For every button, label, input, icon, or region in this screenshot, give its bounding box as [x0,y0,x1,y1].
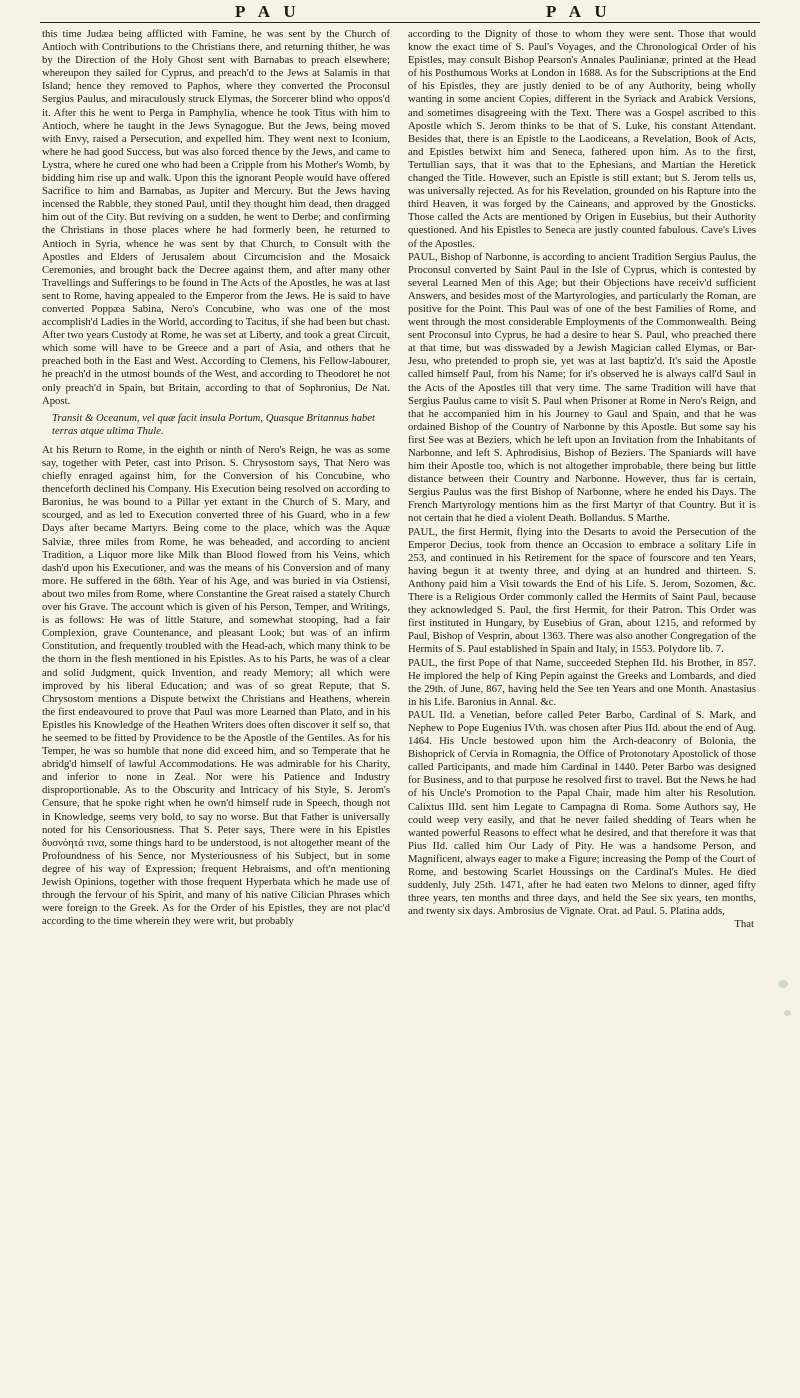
entry-paul-first-pope: PAUL, the first Pope of that Name, succeeded Stephen IId. his Brother, in 857. He implored the help of King Pepin against the Greeks and Lombards, and died the 29th. of June, 867, having held the See ten Years and one Month. Anastasius in his Life. Baronius in Annal. &c. [408,656,756,708]
header-rule [40,22,760,23]
running-head-left: P A U [235,2,301,21]
paper-stain [784,1010,791,1016]
latin-quotation: Transit & Oceanum, vel quæ facit insula Portum, Quasque Britannus habet terras atque ultima Thule. [52,411,375,437]
right-column [408,28,756,931]
paragraph: this time Judæa being afflicted with Famine, he was sent by the Church of Antioch with Contributions to the Christians there, and returning thither, he was by the Direction of the Holy Ghost sent with Barnabas to preach elsewhere; whereupon they sailed for Cyprus, and preach'd to the Jews at Salamis in that Island; hence they removed to Paphos, where they converted the Proconsul Sergius Paulus, and miraculously struck Elymas, the Sorcerer blind who oppos'd it. After this he went to Perga in Pamphylia, whence he took Titus with him to Antioch, where he taught in the Jews Synagogue. But the Jews, being moved with Envy, raised a Persecution, and expelled him. They went next to Iconium, where he had good Success, but was also forced thence by the Jews, and came to Lystra, where he cured one who had been a Cripple from his Mother's Womb, by bidding him rise up and walk. Upon this the ignorant People would have offered Sacrifice to him and Barnabas, as Jupiter and Mercury. But the Jews having incensed the Rabble, they stoned Paul, until they thought him dead, then dragged him out of the City. But reviving on a sudden, he went to Derbe; and confirming the Christians in those places where he had formerly been, he returned to Antioch in Syria, whence he was sent by that Church, to Consult with the Apostles and Elders of Jerusalem about Circumcision and the Mosaick Ceremonies, and brought back the Decree against them, and after many other Travellings and Sufferings to be found in The Acts of the Apostles, he was at last sent to Rome, having appealed to the Emperor from the Jews. He is said to have converted Poppæa Sabina, Nero's Concubine, who was one of the most accomplish'd Ladies in the World, according to Tacitus, if she had been but chast. After two years Custody at Rome, he was set at Liberty, and took a great Circuit, which some will have to be Greece and a part of Asia, and others that he preached both in the East and West. According to Clemens, his Fellow-labourer, he preach'd in the utmost bounds of the West, and according to Theodoret he not only preach'd in Spain, but Britain, according to that of Sophronius, De Nat. Apost. [42,28,390,407]
running-header [0,0,800,20]
entry-paul-second-pope: PAUL IId. a Venetian, before called Peter Barbo, Cardinal of S. Mark, and Nephew to Pope Eugenius IVth. was chosen after Pius IId. about the end of Aug. 1464. His Uncle bestowed upon him the Arch-deaconry of Bolonia, the Bishoprick of Cervia in Romagnia, the Office of Protonotary Apostolick of those called Participants, and made him Cardinal in 1440. Peter Barbo was designed for Business, and to that purpose he resolved first to travel. But the News he had of his Uncle's Promotion to the Papal Chair, made him alter his Resolution. Calixtus IIId. sent him Legate to Campagna di Roma. Some Authors say, He could weep very easily, and that he never failed shedding of Tears when he wanted powerful Reasons to effect what he desired, and that therefore it was that Pius IId. called him Our Lady of Pity. He was a handsome Person, and Magnificent, always eager to make a Figure; increasing the Pomp of the Court of Rome, and bestowing Scarlet Houssings on the Cardinal's Mules. He died suddenly, July 25th. 1471, after he had eaten two Melons to dinner, aged fifty three years, ten months and three days, and held the See six years, ten months, and twenty six days. Ambrosius de Vignate. Orat. ad Paul. 5. Platina adds, [408,708,756,918]
left-column [42,28,390,928]
paragraph: At his Return to Rome, in the eighth or ninth of Nero's Reign, he was as some say, together with Peter, cast into Prison. S. Chrysostom says, That Nero was chiefly enraged against him, for the Conversion of his Concubine, who thenceforth declined his Company. His Execution being resolved on according to Baronius, he was bound to a Pillar yet extant in the Church of S. Mary, and scourged, and as led to Execution converted three of his Guard, who in a few Days after became Martyrs. Being come to the place, which was the Aquæ Salviæ, three miles from Rome, he was beheaded, and according to ancient Tradition, a Liquor more like Milk than Blood flowed from his Veins, which dash'd upon his Executioner, and was the means of his Conversion and of many more. He suffered in the 68th. Year of his Age, and was buried in via Ostiensi, about two miles from Rome, where Constantine the Great raised a stately Church over his Grave. The account which is given of his Person, Temper, and Writings, is as follows: He was of little Stature, and somewhat stooping, had a fair Complexion, grave Countenance, and pleasant Look; but was of an infirm Constitution, and frequently troubled with the Head-ach, which many think to be the thorn in the flesh mentioned in his Epistles. As to his Parts, he was of a clear and solid Judgment, quick Invention, and ready Memory; all which were improved by his liberal Education; and was of so great Repute, that S. Chrysostom mentions a Dispute betwixt the Christians and Heathens, wherein the first endeavoured to prove that Paul was more Learned than Plato, and in his Epistles his Knowledge of the Heathen Writers does often discover it self so, that he seemed to be fitted by Providence to be the Apostle of the Gentiles. As for his Temper, he was so humble that none did exceed him, and so Temperate that he abridg'd himself of lawful Accommodations. He was admirable for his Charity, and inferior to none in Zeal. Nor were his Patience and Industry disproportionable. As to the Obscurity and Intricacy of his Style, S. Jerom's Censure, that he spoke right when he own'd himself rude in Speech, though not in Knowledge, seems very bold, to say no worse. But that Father is universally noted for his Censoriousness. That S. Peter says, There were in his Epistles δυσνόητά τινα, some things hard to be understood, is not altogether meant of the Profoundness of his Sence, nor Mysteriousness of his Subject, but in some degree of his way of Expression; frequent Hebraisms, and oft'n mentioning Jewish Opinions, together with those frequent Hyperbata which he made use of through the fervour of his Spirit, and many of his native Cilician Phrases which were foreign to the Greek. As for the Order of his Epistles, they are not plac'd according to the time wherein they were writ, but probably [42,443,390,928]
catchword: That [734,918,754,931]
running-head-right: P A U [546,2,612,21]
paper-stain [778,980,788,988]
paragraph: according to the Dignity of those to whom they were sent. Those that would know the exact time of S. Paul's Voyages, and the Chronological Order of his Epistles, may consult Bishop Pearson's Annales Paulinianæ, printed at the Head of his Posthumous Works at London in 1688. As for the Subscriptions at the End of his Epistles, they are justly denied to be of any Authority, being wholly wanting in some ancient Copies, different in the Syriack and Arabick Versions, and sometimes disagreeing with the Text. There was a Gospel ascribed to this Apostle which S. Jerom thinks to be that of S. Luke, his constant Attendant. Besides that, there is an Epistle to the Laodiceans, a Revelation, Book of Acts, and Epistles betwixt him and Seneca, fathered upon him. As to the first, Tertullian says, that it was that to the Ephesians, and Martian the Heretick changed the Title. However, such an Epistle is still extant; but S. Jerom tells us, was universally rejected. As for his Revelation, grounded on his Rapture into the third Heaven, it was forged by the Caineans, and approved by the Gnosticks. Those called the Acts are mentioned by Origen in Eusebius, but their Authority questioned. And his Epistles to Seneca are justly counted fabulous. Cave's Lives of the Apostles. [408,28,756,250]
entry-paul-bishop-of-narbonne: PAUL, Bishop of Narbonne, is according to ancient Tradition Sergius Paulus, the Proconsul converted by Saint Paul in the Isle of Cyprus, which is contested by several Learned Men of this Age; but their Objections have receiv'd sufficient Answers, and besides most of the Martyrologies, and particularly the Roman, are positive for the Point. This Paul was of one of the best Families of Rome, and went through the most considerable Employments of the Commonwealth. Being sent Proconsul into Cyprus, he had a desire to hear S. Paul, who preached there at that time, but was disswaded by a Jewish Magician called Elymas, or Bar-Jesu, who pretended to proph sie, yet was at last baptiz'd. It's said the Apostle called himself Paul, from his Name; for it's observed he is always call'd Saul in the Acts of the Apostles till that very time. The same Tradition will have that Sergius Paulus came to visit S. Paul when Prisoner at Rome in Nero's Reign, and that he accompanied him in his Journey to Gaul and Spain, and that he was ordained Bishop of the Country of Narbonne by this Apostle. But some say his first See was at Beziers, which he left upon an Invitation from the Inhabitants of Narbonne, and left S. Aphrodisius, Bishop of Beziers. The Spaniards will have him their Apostle too, which is not altogether improbable, there being but little distance between their Country and Narbonne. However, thus far is certain, Sergius Paulus was the first Bishop of Narbonne, where he ended his Days. The French Martyrology mentions him as the first Martyr of that Country. But it is not certain that he died a violent Death. Bollandus. S Marthe. [408,250,756,525]
entry-paul-first-hermit: PAUL, the first Hermit, flying into the Desarts to avoid the Persecution of the Emperor Decius, took from thence an Occasion to embrace a solitary Life in 253, and continued in his Retirement for the space of fourscore and ten Years, having begun it at twenty three, and dying at an hundred and thirteen. S. Anthony paid him a Visit towards the End of his Life. S. Jerom, Sozomen, &c. There is a Religious Order commonly called the Hermits of Saint Paul, because they acknowledged S. Paul, the first Hermit, for their Patron. This Order was first instituted in Hungary, by Eusebius of Gran, about 1215, and reformed by Paul, Bishop of Vesprin, about 1363. There was also another Congregation of the Hermits of S. Paul established in Spain and Italy, in 1553. Polydore lib. 7. [408,525,756,656]
